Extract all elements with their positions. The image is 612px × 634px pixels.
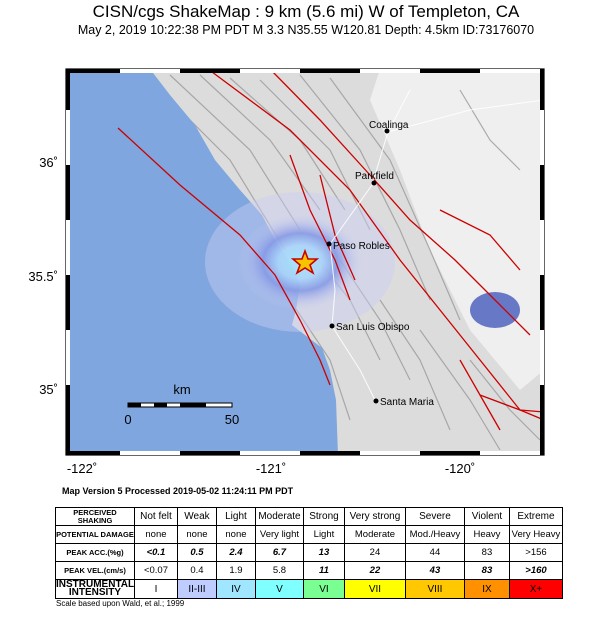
legend-cell: Light <box>216 508 255 526</box>
intensity-swatch: VIII <box>405 580 464 599</box>
legend-cell: Not felt <box>134 508 177 526</box>
scale-start: 0 <box>124 412 132 427</box>
intensity-swatch: X+ <box>509 580 562 599</box>
legend-cell: 0.5 <box>177 544 216 562</box>
legend-row-label: PEAK ACC.(%g) <box>56 544 135 562</box>
legend-cell: Severe <box>405 508 464 526</box>
legend-cell: Very light <box>255 526 303 544</box>
legend-cell: 24 <box>344 544 405 562</box>
legend-cell: 6.7 <box>255 544 303 562</box>
legend-cell: >160 <box>509 562 562 580</box>
legend-cell: Heavy <box>464 526 509 544</box>
city-marker <box>374 399 379 404</box>
intensity-swatch: IX <box>464 580 509 599</box>
legend-cell: Light <box>303 526 344 544</box>
legend-cell: >156 <box>509 544 562 562</box>
scale-unit: km <box>173 382 191 397</box>
city-marker <box>330 324 335 329</box>
legend-cell: 2.4 <box>216 544 255 562</box>
legend-cell: 43 <box>405 562 464 580</box>
intensity-swatch: V <box>255 580 303 599</box>
legend-cell: Moderate <box>344 526 405 544</box>
legend-row-label: POTENTIAL DAMAGE <box>56 526 135 544</box>
intensity-legend <box>55 507 563 599</box>
lon-label-121: -121˚ <box>255 461 287 476</box>
map-version-note: Map Version 5 Processed 2019-05-02 11:24:11 PM PDT <box>62 486 294 496</box>
legend-cell: Strong <box>303 508 344 526</box>
lat-label-36: 36˚ <box>39 155 58 170</box>
city-santa-maria: Santa Maria <box>380 397 434 408</box>
legend-cell: 13 <box>303 544 344 562</box>
legend-cell: 11 <box>303 562 344 580</box>
legend-cell: 1.9 <box>216 562 255 580</box>
city-marker <box>327 242 332 247</box>
intensity-swatch: IV <box>216 580 255 599</box>
intensity-patch <box>470 292 520 328</box>
legend-row-label: INSTRUMENTAL INTENSITY <box>56 579 135 598</box>
legend-cell: Moderate <box>255 508 303 526</box>
legend-cell: none <box>177 526 216 544</box>
event-details: May 2, 2019 10:22:38 PM PDT M 3.3 N35.55 W120.81 Depth: 4.5km ID:73176070 <box>77 23 535 37</box>
city-san-luis-obispo: San Luis Obispo <box>336 322 410 333</box>
intensity-swatch: II-III <box>177 580 216 599</box>
legend-cell: 5.8 <box>255 562 303 580</box>
legend-cell: <0.1 <box>134 544 177 562</box>
legend-cell: 83 <box>464 562 509 580</box>
legend-cell: 22 <box>344 562 405 580</box>
legend-cell: 44 <box>405 544 464 562</box>
legend-cell: <0.07 <box>134 562 177 580</box>
legend-row-label: PEAK VEL.(cm/s) <box>56 562 135 580</box>
city-parkfield: Parkfield <box>355 171 394 182</box>
lat-label-35-5: 35.5˚ <box>28 269 58 284</box>
legend-cell: none <box>216 526 255 544</box>
legend-cell: Very Heavy <box>509 526 562 544</box>
map-title: CISN/cgs ShakeMap : 9 km (5.6 mi) W of Templeton, CA <box>92 2 520 21</box>
lon-label-122: -122˚ <box>66 461 98 476</box>
lat-label-35: 35˚ <box>39 382 58 397</box>
legend-cell: Very strong <box>344 508 405 526</box>
legend-cell: Extreme <box>509 508 562 526</box>
intensity-swatch: VII <box>344 580 405 599</box>
scale-end: 50 <box>224 412 240 427</box>
legend-cell: Violent <box>464 508 509 526</box>
city-paso-robles: Paso Robles <box>333 241 390 252</box>
legend-row-label: PERCEIVED SHAKING <box>56 508 135 526</box>
legend-cell: 0.4 <box>177 562 216 580</box>
legend-cell: none <box>134 526 177 544</box>
lon-label-120: -120˚ <box>444 461 476 476</box>
city-coalinga: Coalinga <box>369 120 409 131</box>
intensity-swatch: VI <box>303 580 344 599</box>
legend-cell: Mod./Heavy <box>405 526 464 544</box>
legend-cell: 83 <box>464 544 509 562</box>
legend-cell: Weak <box>177 508 216 526</box>
scale-reference: Scale based upon Wald, et al.; 1999 <box>56 599 185 608</box>
intensity-swatch: I <box>134 580 177 599</box>
